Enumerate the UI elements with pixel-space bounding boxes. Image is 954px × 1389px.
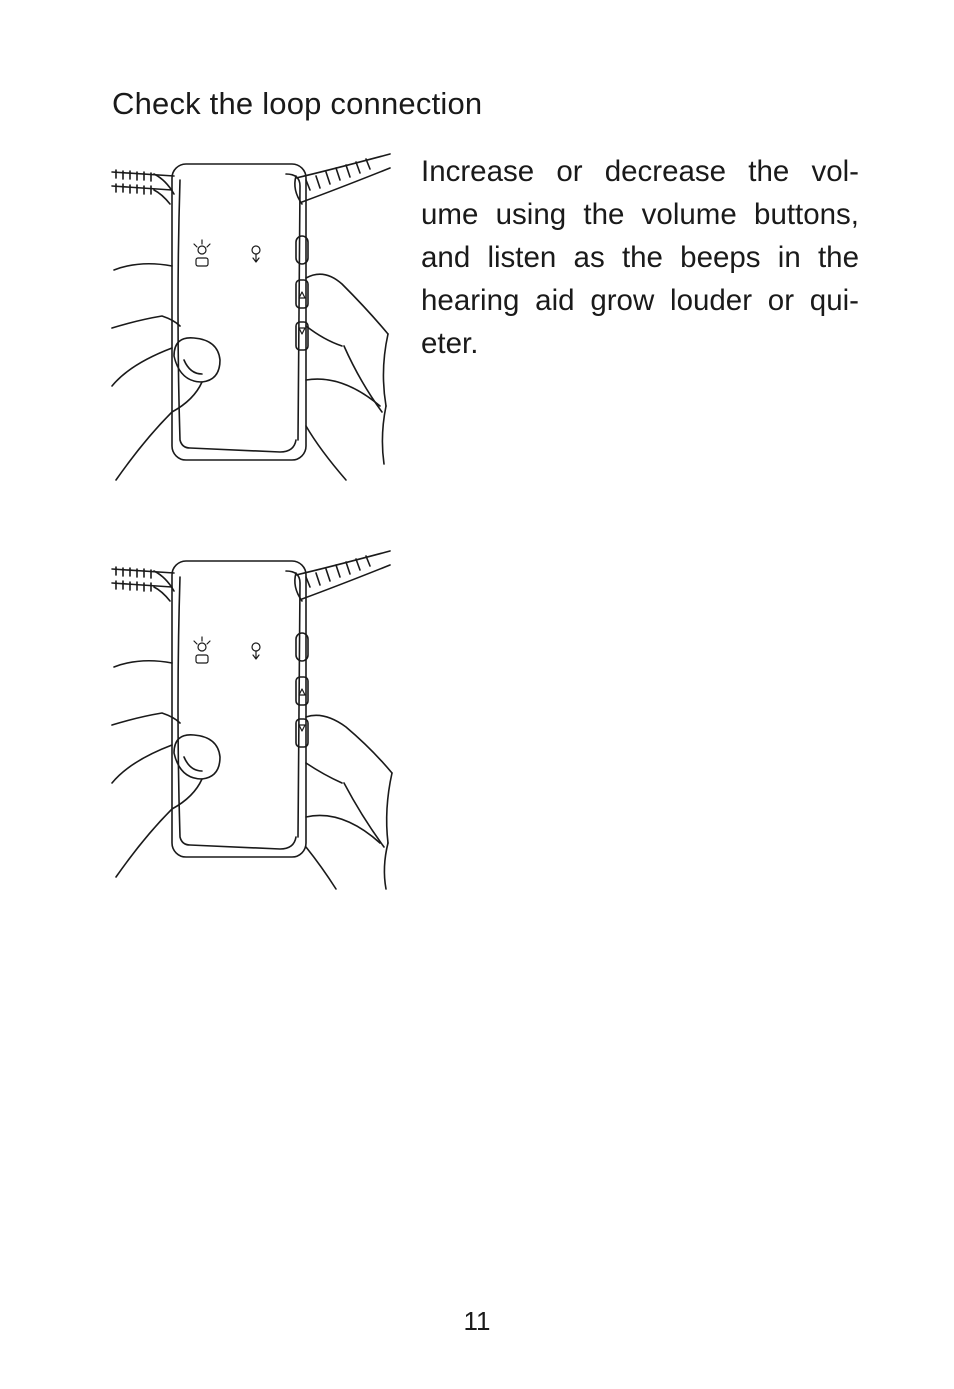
hand-pressing-volume-down-illustration: [110, 547, 396, 891]
instruction-line: hearing aid grow louder or qui-: [421, 284, 859, 317]
hands: [112, 264, 388, 480]
transmitter-device: [172, 561, 308, 857]
left-cable: [112, 567, 174, 601]
instruction-line: and listen as the beeps in the: [421, 241, 859, 274]
battery-light-icon: [194, 637, 210, 663]
instruction-paragraph: [421, 150, 859, 365]
instruction-line: ume using the volume buttons,: [421, 198, 859, 231]
section-heading: Check the loop connection: [112, 86, 483, 121]
instruction-line: Increase or decrease the vol-: [421, 155, 859, 188]
hands: [112, 661, 392, 889]
hand-pressing-volume-up-illustration: [110, 150, 396, 494]
battery-light-icon: [194, 240, 210, 266]
instruction-line: eter.: [421, 327, 479, 360]
loop-icon: [252, 643, 260, 659]
right-cable: [295, 154, 390, 204]
page-number: 11: [463, 1306, 491, 1336]
loop-icon: [252, 246, 260, 262]
left-cable: [112, 170, 174, 204]
right-cable: [295, 551, 390, 601]
transmitter-device: [172, 164, 308, 460]
